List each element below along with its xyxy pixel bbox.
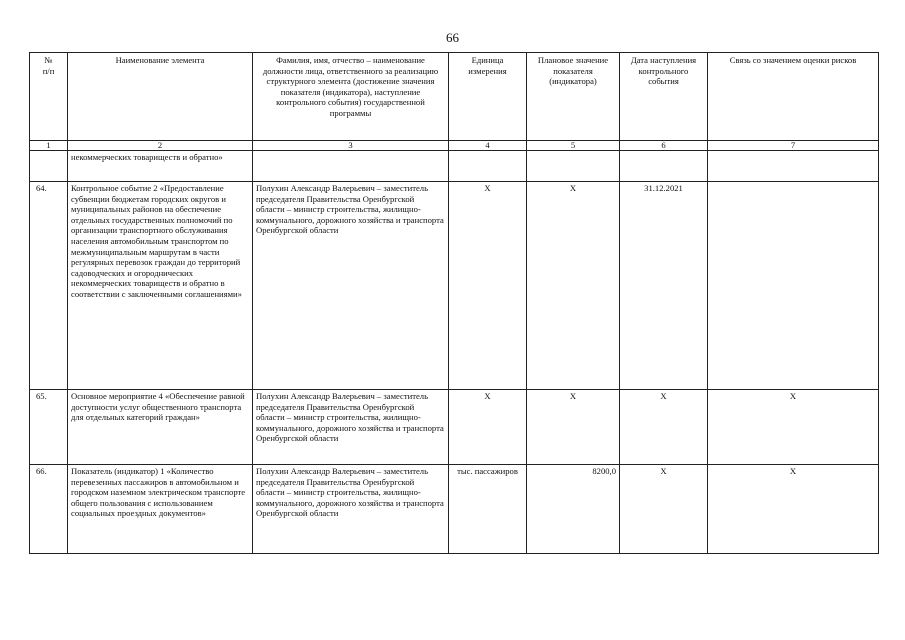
row-element-name: некоммерческих товариществ и обратно» <box>68 151 253 182</box>
row-plan-value: Х <box>527 390 620 465</box>
column-number: 2 <box>68 141 253 151</box>
column-number: 3 <box>253 141 449 151</box>
column-number: 5 <box>527 141 620 151</box>
header-element-name: Наименование элемента <box>68 53 253 141</box>
header-number: № п/п <box>30 53 68 141</box>
row-number <box>30 151 68 182</box>
row-unit: тыс. пассажиров <box>449 465 527 554</box>
row-responsible: Полухин Александр Валерьевич – заместитель председателя Правительства Оренбургской области – министр строительства, жилищно-коммунального, дорожного хозяйства и транспорта Оренбургской области <box>253 465 449 554</box>
column-number: 7 <box>708 141 879 151</box>
row-risk-link: Х <box>708 465 879 554</box>
row-number: 66. <box>30 465 68 554</box>
header-plan-value: Плановое значение показателя (индикатора) <box>527 53 620 141</box>
row-event-date <box>620 151 708 182</box>
control-events-table <box>29 52 879 554</box>
row-responsible: Полухин Александр Валерьевич – заместитель председателя Правительства Оренбургской области – министр строительства, жилищно-коммунального, дорожного хозяйства и транспорта Оренбургской области <box>253 182 449 390</box>
table-row <box>30 390 879 465</box>
row-unit: Х <box>449 182 527 390</box>
header-responsible: Фамилия, имя, отчество – наименование должности лица, ответственного за реализацию структурного элемента (достижение значения показателя (индикатора), наступление контрольного события) государственной программы <box>253 53 449 141</box>
row-unit: Х <box>449 390 527 465</box>
row-event-date: 31.12.2021 <box>620 182 708 390</box>
row-plan-value: 8200,0 <box>527 465 620 554</box>
table-row <box>30 465 879 554</box>
row-responsible <box>253 151 449 182</box>
row-unit <box>449 151 527 182</box>
page-number: 66 <box>446 30 459 45</box>
row-element-name: Контрольное событие 2 «Предоставление субвенции бюджетам городских округов и муниципальных районов на обеспечение отдельных государственных полномочий по организации транспортного обслуживания населения автомобильным транспортом по межмуниципальным маршрутам в части регулярных перевозок граждан до территорий садоводческих и огороднических некоммерческих товариществ и обратно в соответствии с заключенными соглашениями» <box>68 182 253 390</box>
table-row <box>30 182 879 390</box>
row-plan-value: Х <box>527 182 620 390</box>
column-number: 4 <box>449 141 527 151</box>
row-risk-link <box>708 182 879 390</box>
row-number: 64. <box>30 182 68 390</box>
row-responsible: Полухин Александр Валерьевич – заместитель председателя Правительства Оренбургской области – министр строительства, жилищно-коммунального, дорожного хозяйства и транспорта Оренбургской области <box>253 390 449 465</box>
column-number: 6 <box>620 141 708 151</box>
header-event-date: Дата наступления контрольного события <box>620 53 708 141</box>
row-element-name: Основное мероприятие 4 «Обеспечение равной доступности услуг общественного транспорта для отдельных категорий граждан» <box>68 390 253 465</box>
row-risk-link <box>708 151 879 182</box>
header-unit: Единица измерения <box>449 53 527 141</box>
row-risk-link: Х <box>708 390 879 465</box>
row-element-name: Показатель (индикатор) 1 «Количество перевезенных пассажиров в автомобильном и городском наземном электрическом транспорте общего пользования с использованием социальных проездных документов» <box>68 465 253 554</box>
row-event-date: Х <box>620 465 708 554</box>
table-row <box>30 151 879 182</box>
table-header-row <box>30 53 879 141</box>
row-number: 65. <box>30 390 68 465</box>
header-risk-link: Связь со значением оценки рисков <box>708 53 879 141</box>
column-number: 1 <box>30 141 68 151</box>
row-event-date: Х <box>620 390 708 465</box>
column-number-row <box>30 141 879 151</box>
row-plan-value <box>527 151 620 182</box>
